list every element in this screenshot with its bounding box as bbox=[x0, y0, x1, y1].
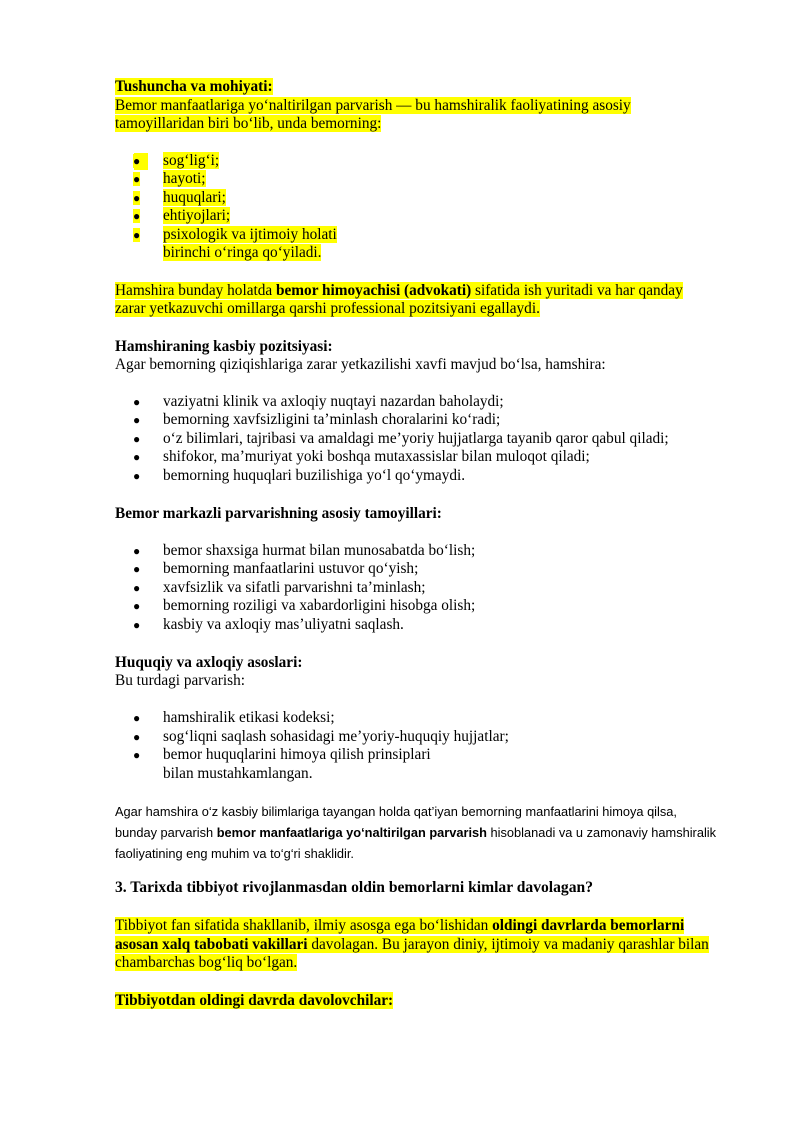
bullet: ● bbox=[133, 562, 141, 576]
bullet: ● bbox=[133, 599, 141, 613]
intro-line-1: Bemor manfaatlariga yo‘naltirilgan parvarish — bu hamshiralik faoliyatining asosiy bbox=[115, 97, 631, 114]
bullet: ● bbox=[133, 413, 141, 427]
list-item: o‘z bilimlari, tajribasi va amaldagi me’yoriy hujjatlarga tayanib qaror qabul qiladi; bbox=[163, 430, 669, 447]
bullet: ● bbox=[133, 581, 141, 595]
list-item-tail: birinchi o‘ringa qo‘yiladi. bbox=[163, 244, 322, 261]
list-item: kasbiy va axloqiy mas’uliyatni saqlash. bbox=[163, 616, 404, 633]
bullet: ● bbox=[133, 748, 141, 762]
position-heading: Hamshiraning kasbiy pozitsiyasi: bbox=[115, 338, 333, 355]
bullet: ● bbox=[133, 469, 141, 483]
legal-lead: Bu turdagi parvarish: bbox=[115, 672, 245, 689]
legal-heading: Huquqiy va axloqiy asoslari: bbox=[115, 654, 303, 671]
list-item: huquqlari; bbox=[163, 189, 226, 206]
bullet: ● bbox=[133, 450, 141, 464]
bullet: ● bbox=[133, 395, 141, 409]
list-item: sog‘liqni saqlash sohasidagi me’yoriy-huquqiy hujjatlar; bbox=[163, 728, 509, 745]
list-item: shifokor, ma’muriyat yoki boshqa mutaxassislar bilan muloqot qiladi; bbox=[163, 448, 590, 465]
list-item-tail: bilan mustahkamlangan. bbox=[163, 765, 313, 782]
bullet: ● bbox=[133, 730, 141, 744]
bullet: ● bbox=[133, 711, 141, 725]
list-item: bemorning huquqlari buzilishiga yo‘l qo‘ymaydi. bbox=[163, 467, 466, 484]
list-item: xavfsizlik va sifatli parvarishni ta’minlash; bbox=[163, 579, 426, 596]
bullet: ● bbox=[133, 228, 141, 242]
list-item: vaziyatni klinik va axloqiy nuqtayi nazardan baholaydi; bbox=[163, 393, 504, 410]
section3-line-3: chambarchas bog‘liq bo‘lgan. bbox=[115, 954, 298, 971]
list-item: bemor huquqlarini himoya qilish prinsiplari bbox=[163, 746, 431, 763]
intro-line-2: tamoyillaridan biri bo‘lib, unda bemorning: bbox=[115, 115, 382, 132]
advocate-line-1: Hamshira bunday holatda bemor himoyachisi (advokati) sifatida ish yuritadi va har qanday bbox=[115, 282, 683, 299]
section3-heading: 3. Tarixda tibbiyot rivojlanmasdan oldin bemorlarni kimlar davolagan? bbox=[115, 879, 593, 896]
list-item: hayoti; bbox=[163, 170, 206, 187]
bullet: ● bbox=[133, 432, 141, 446]
list-item: bemorning xavfsizligini ta’minlash choralarini ko‘radi; bbox=[163, 411, 501, 428]
bullet: ● bbox=[133, 618, 141, 632]
list-item: hamshiralik etikasi kodeksi; bbox=[163, 709, 335, 726]
bullet: ● bbox=[133, 191, 141, 205]
list-item: psixologik va ijtimoiy holati bbox=[163, 226, 337, 243]
position-lead: Agar bemorning qiziqishlariga zarar yetkazilishi xavfi mavjud bo‘lsa, hamshira: bbox=[115, 356, 606, 373]
advocate-line-2: zarar yetkazuvchi omillarga qarshi professional pozitsiyani egallaydi. bbox=[115, 300, 540, 317]
bullet: ● bbox=[133, 154, 141, 168]
conclusion-line-3: faoliyatining eng muhim va to‘g‘ri shaklidir. bbox=[115, 846, 354, 861]
list-item: bemor shaxsiga hurmat bilan munosabatda bo‘lish; bbox=[163, 542, 476, 559]
bullet: ● bbox=[133, 544, 141, 558]
section3-subheading: Tibbiyotdan oldingi davrda davolovchilar: bbox=[115, 992, 394, 1009]
list-item: bemorning roziligi va xabardorligini hisobga olish; bbox=[163, 597, 476, 614]
section3-line-1: Tibbiyot fan sifatida shakllanib, ilmiy asosga ega bo‘lishidan oldingi davrlarda bemorlarni bbox=[115, 917, 685, 934]
bullet: ● bbox=[133, 209, 141, 223]
principles-heading: Bemor markazli parvarishning asosiy tamoyillari: bbox=[115, 505, 442, 522]
intro-heading: Tushuncha va mohiyati: bbox=[115, 78, 273, 95]
bullet: ● bbox=[133, 172, 141, 186]
conclusion-line-2: bunday parvarish bemor manfaatlariga yo‘naltirilgan parvarish hisoblanadi va u zamonaviy hamshiralik bbox=[115, 825, 717, 840]
list-item: sog‘lig‘i; bbox=[163, 152, 220, 169]
section3-line-2: asosan xalq tabobati vakillari davolagan. Bu jarayon diniy, ijtimoiy va madaniy qarashlar bilan bbox=[115, 936, 709, 953]
conclusion-line-1: Agar hamshira o‘z kasbiy bilimlariga tayangan holda qat’iyan bemorning manfaatlarini himoya qilsa, bbox=[115, 804, 677, 819]
list-item: bemorning manfaatlarini ustuvor qo‘yish; bbox=[163, 560, 419, 577]
list-item: ehtiyojlari; bbox=[163, 207, 231, 224]
